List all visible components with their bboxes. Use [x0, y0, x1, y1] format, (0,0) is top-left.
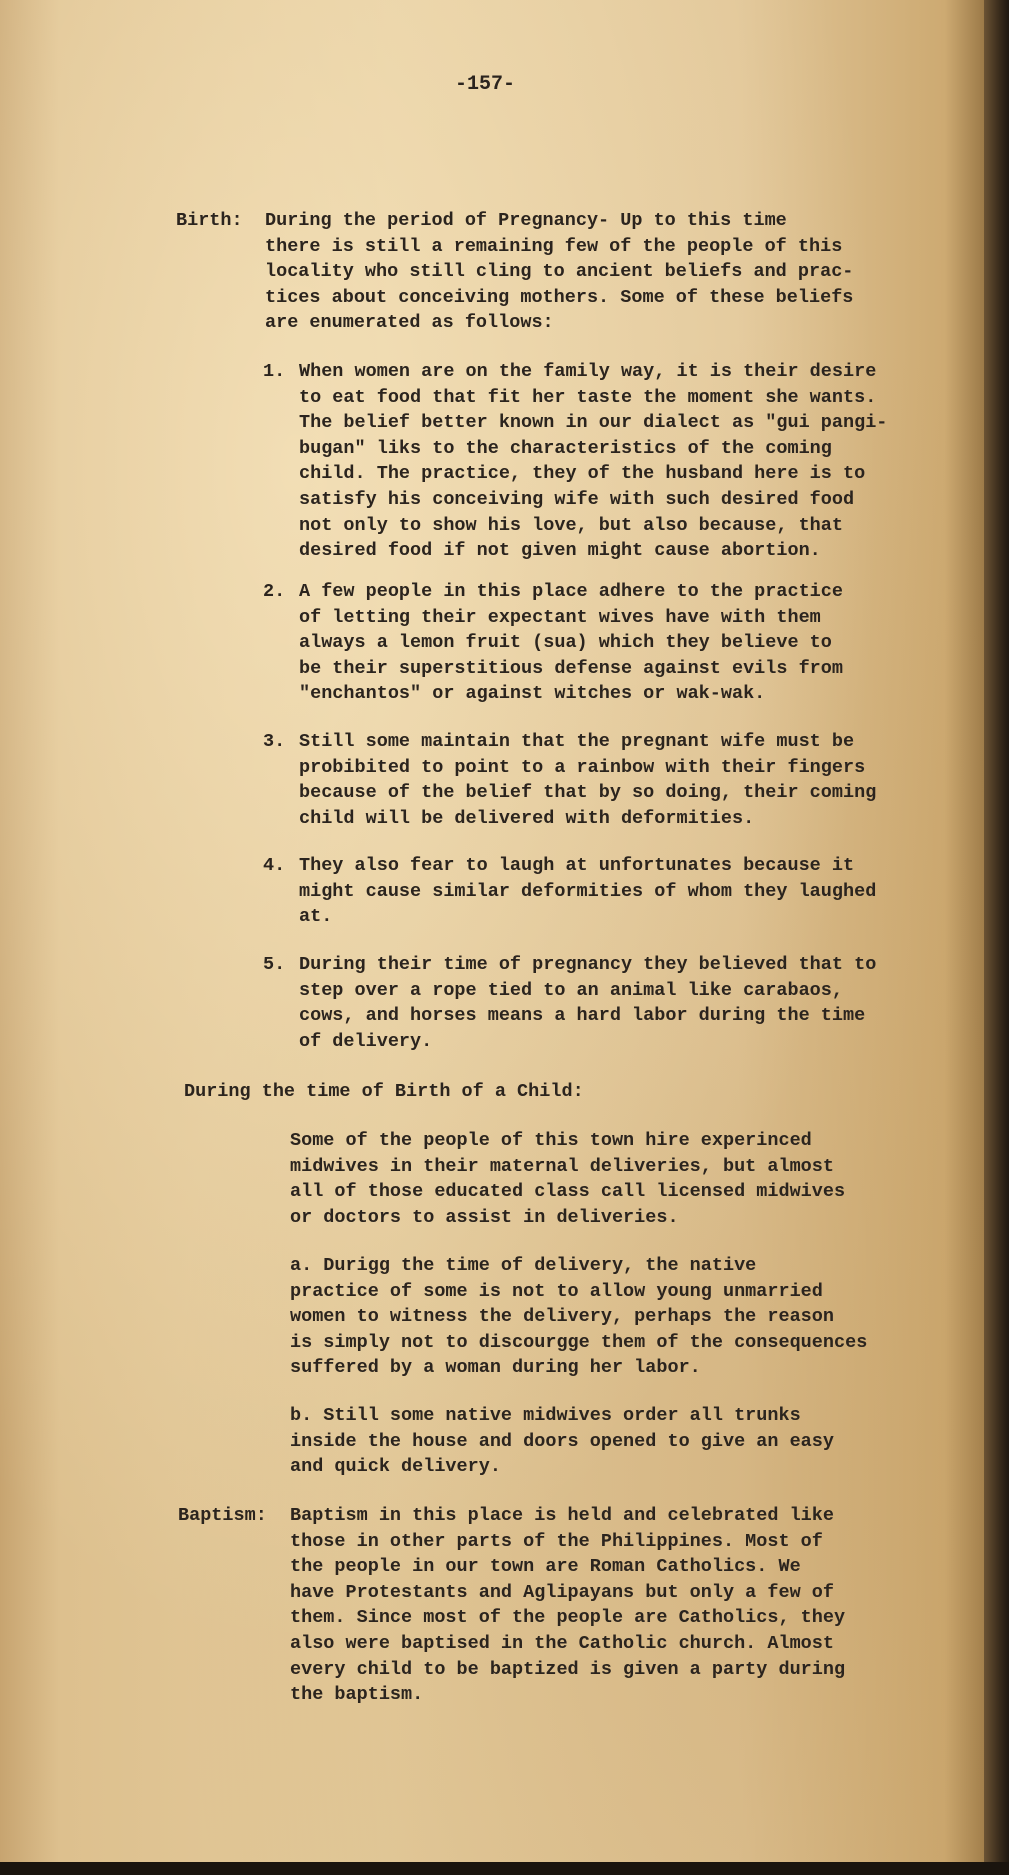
text-line: or doctors to assist in deliveries.: [290, 1206, 679, 1228]
text-line: and quick delivery.: [290, 1456, 501, 1478]
text-line: They also fear to laugh at unfortunates because it: [299, 855, 855, 876]
list-item: [299, 359, 887, 564]
text-line: Still some maintain that the pregnant wife must be: [299, 731, 855, 752]
text-line: also were baptised in the Catholic church. Almost: [290, 1632, 834, 1654]
page-number: -157-: [455, 73, 516, 96]
text-line: every child to be baptized is given a party during: [290, 1658, 846, 1680]
text-line: b. Still some native midwives order all trunks: [290, 1405, 801, 1426]
list-item: [299, 853, 876, 930]
text-line: of letting their expectant wives have with them: [299, 606, 821, 628]
text-line: practice of some is not to allow young unmarried: [290, 1280, 823, 1302]
text-line: Some of the people of this town hire experinced: [290, 1130, 812, 1151]
text-line: because of the belief that by so doing, their coming: [299, 782, 877, 804]
list-item: [299, 579, 843, 707]
text-line: are enumerated as follows:: [265, 312, 554, 334]
text-line: all of those educated class call licensed midwives: [290, 1181, 846, 1203]
book-spine-edge: [984, 0, 1009, 1875]
text-line: to eat food that fit her taste the moment she wants.: [299, 386, 877, 408]
text-line: be their superstitious defense against evils from: [299, 657, 843, 679]
page-bottom-edge: [0, 1862, 1009, 1875]
list-item-number: 5.: [263, 954, 286, 975]
list-item: [299, 952, 876, 1054]
list-item: [299, 729, 876, 831]
text-line: is simply not to discourgge them of the consequences: [290, 1331, 868, 1353]
text-line: cows, and horses means a hard labor during the time: [299, 1005, 866, 1027]
list-item-number: 2.: [263, 581, 286, 602]
text-line: midwives in their maternal deliveries, but almost: [290, 1155, 834, 1177]
text-line: desired food if not given might cause abortion.: [299, 540, 821, 562]
list-item-number: 3.: [263, 731, 286, 752]
text-line: women to witness the delivery, perhaps the reason: [290, 1306, 834, 1328]
baptism-section-label: Baptism:: [178, 1505, 267, 1526]
text-line: those in other parts of the Philippines. Most of: [290, 1530, 823, 1552]
text-line: step over a rope tied to an animal like carabaos,: [299, 979, 843, 1001]
text-line: them. Since most of the people are Catholics, they: [290, 1607, 846, 1629]
text-line: child. The practice, they of the husband here is to: [299, 463, 866, 485]
text-line: Baptism in this place is held and celebrated like: [290, 1505, 834, 1526]
text-line: might cause similar deformities of whom they laughed: [299, 880, 877, 902]
text-line: the baptism.: [290, 1684, 424, 1706]
text-line: have Protestants and Aglipayans but only a few of: [290, 1581, 834, 1603]
birth-of-child-heading: During the time of Birth of a Child:: [184, 1081, 584, 1102]
midwives-paragraph: [290, 1128, 845, 1230]
text-line: bugan" liks to the characteristics of the coming: [299, 437, 832, 459]
birth-intro-paragraph: [265, 208, 853, 336]
text-line: not only to show his love, but also because, that: [299, 514, 843, 536]
text-line: When women are on the family way, it is their desire: [299, 361, 877, 382]
text-line: During their time of pregnancy they believed that to: [299, 954, 877, 975]
text-line: there is still a remaining few of the people of this: [265, 235, 843, 257]
text-line: probibited to point to a rainbow with their fingers: [299, 756, 866, 778]
text-line: always a lemon fruit (sua) which they believe to: [299, 632, 832, 654]
birth-section-label: Birth:: [176, 210, 243, 231]
text-line: During the period of Pregnancy- Up to this time: [265, 210, 787, 231]
text-line: A few people in this place adhere to the practice: [299, 581, 843, 602]
list-item-number: 4.: [263, 855, 286, 876]
text-line: the people in our town are Roman Catholics. We: [290, 1556, 801, 1578]
list-item-number: 1.: [263, 361, 286, 382]
sub-item-b: [290, 1403, 834, 1480]
text-line: a. Durigg the time of delivery, the native: [290, 1255, 757, 1276]
text-line: "enchantos" or against witches or wak-wak.: [299, 683, 766, 705]
text-line: at.: [299, 906, 333, 928]
text-line: The belief better known in our dialect as "gui pangi-: [299, 412, 888, 434]
text-line: tices about conceiving mothers. Some of these beliefs: [265, 286, 854, 308]
text-line: satisfy his conceiving wife with such desired food: [299, 488, 855, 510]
text-line: child will be delivered with deformities.: [299, 807, 755, 829]
baptism-paragraph: [290, 1503, 845, 1708]
text-line: inside the house and doors opened to give an easy: [290, 1430, 834, 1452]
text-line: locality who still cling to ancient beliefs and prac-: [265, 261, 854, 283]
text-line: suffered by a woman during her labor.: [290, 1357, 701, 1379]
text-line: of delivery.: [299, 1030, 433, 1052]
sub-item-a: [290, 1253, 867, 1381]
